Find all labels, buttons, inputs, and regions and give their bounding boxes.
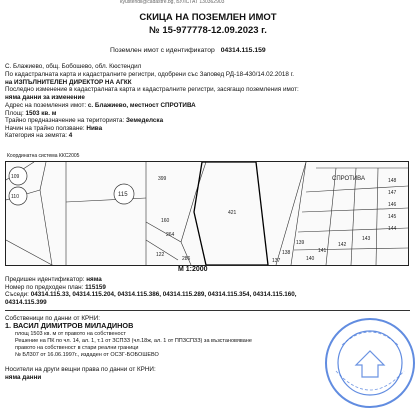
parcel-label-115: 115 <box>118 192 128 198</box>
parcel-label-399: 399 <box>158 176 167 182</box>
coordinate-system-label: Координатна система ККС2005 <box>7 153 80 159</box>
neighbors-line1: 04314.115.33, 04314.115.204, 04314.115.386, 04314.115.289, 04314.115.354, 04314.115.160, <box>30 291 297 298</box>
parcel-label-110: 110 <box>11 194 19 200</box>
neighbors-line2: 04314.115.399 <box>5 298 47 306</box>
approval-director: на ИЗПЪЛНИТЕЛЕН ДИРЕКТОР НА АГКК <box>5 78 132 86</box>
plan-number-label: Номер по предходен план: <box>5 283 84 291</box>
owners-heading: Собственици по данни от КРНИ: <box>5 315 101 322</box>
parcel-label-145: 145 <box>388 214 397 220</box>
parcel-label-421: 421 <box>228 210 237 216</box>
neighbors-label: Съседи: <box>5 291 29 298</box>
document-number: № 15-977778-12.09.2023 г. <box>149 25 267 36</box>
plan-number-value: 115159 <box>85 283 106 291</box>
territory-value: Земеделска <box>125 117 164 124</box>
parcel-label-142: 142 <box>338 242 347 248</box>
owner-decision-line2: правото на собственост в стари реални граници <box>15 345 139 351</box>
parcel-label-138: 138 <box>282 250 291 256</box>
owner-decision-line3: № БЛ307 от 16.06.1997г., издаден от ОСЗГ-БОБОШЕВО <box>15 352 159 358</box>
area-value: 1503 кв. м <box>25 109 57 117</box>
parcel-label-139: 139 <box>296 240 305 246</box>
identifier-value: 04314.115.159 <box>220 47 266 54</box>
parcel-label-148: 148 <box>388 178 397 184</box>
parcel-label-137: 137 <box>272 258 281 264</box>
area-row <box>5 110 56 117</box>
parcel-label-264: 264 <box>166 232 175 238</box>
usage-value: Нива <box>86 124 103 132</box>
parcel-label-122: 122 <box>156 252 165 258</box>
place-label-sprotiva: СПРОТИВА <box>332 176 365 182</box>
territory-label: Трайно предназначение на територията: <box>5 117 125 124</box>
identifier-label: Поземлен имот с идентификатор <box>110 47 215 54</box>
cadastral-map <box>5 161 409 266</box>
rights-value: няма данни <box>5 374 42 381</box>
document-title: СКИЦА НА ПОЗЕМЛЕН ИМОТ <box>139 12 277 23</box>
category-value: 4 <box>68 132 73 139</box>
owner-area-line: площ 1503 кв. м от правото на собственост <box>15 331 126 337</box>
address-label: Адрес на поземления имот: <box>5 102 87 109</box>
parcel-label-140: 140 <box>306 256 315 262</box>
parcel-label-143: 143 <box>362 236 371 242</box>
rights-heading: Носители на други вещни права по данни от КРНИ: <box>5 366 156 373</box>
last-change-label: Последно изменение в кадастралната карта и кадастралните регистри, засягащо поземления имот: <box>5 86 299 93</box>
previous-id-label: Предишен идентификатор: <box>5 276 85 283</box>
village-value: С. Блажиево, общ. Бобошево, обл. Кюстендил <box>5 63 142 70</box>
parcel-label-286: 286 <box>182 256 191 262</box>
cadastral-map-drawing <box>6 162 408 265</box>
village-line <box>5 63 141 70</box>
previous-id-value: няма <box>86 276 102 283</box>
parcel-label-109: 109 <box>11 174 20 180</box>
header-email-line: kyustendil@cadastre.bg, БУЛСТАТ 130362903 <box>120 0 225 5</box>
owner-name: 1. ВАСИЛ ДИМИТРОВ МИЛАДИНОВ <box>5 321 134 330</box>
plan-number-row <box>5 284 106 291</box>
category-row <box>5 132 72 139</box>
approval-line: По кадастралната карта и кадастралните регистри, одобрени със Заповед РД-18-430/14.02.2018 г. <box>5 71 294 78</box>
category-label: Категория на земята: <box>5 132 68 139</box>
usage-label: Начин на трайно ползване: <box>5 124 85 132</box>
parcel-label-160: 160 <box>161 218 170 224</box>
usage-row <box>5 125 102 132</box>
section-divider <box>5 310 410 311</box>
neighbors-row <box>5 291 296 298</box>
previous-id-row <box>5 276 102 283</box>
address-value: с. Блажиево, местност СПРОТИВА <box>87 102 196 109</box>
territory-row <box>5 117 163 124</box>
owner-decision-line1: Решение на ПК по чл. 14, ал. 1, т.1 от ЗСПЗЗ (чл.18ж, ал. 1 от ППЗСПЗЗ) за възстановяване <box>15 338 252 344</box>
last-change-value: няма данни за изменение <box>5 93 85 101</box>
address-row <box>5 102 196 109</box>
identifier-row <box>110 47 266 55</box>
parcel-label-147: 147 <box>388 190 397 196</box>
official-stamp-seal <box>322 315 416 411</box>
parcel-label-144: 144 <box>388 226 397 232</box>
parcel-label-141: 141 <box>318 248 327 254</box>
map-scale: М 1:2000 <box>178 266 208 273</box>
area-label: Площ: <box>5 109 24 117</box>
parcel-label-146: 146 <box>388 202 397 208</box>
